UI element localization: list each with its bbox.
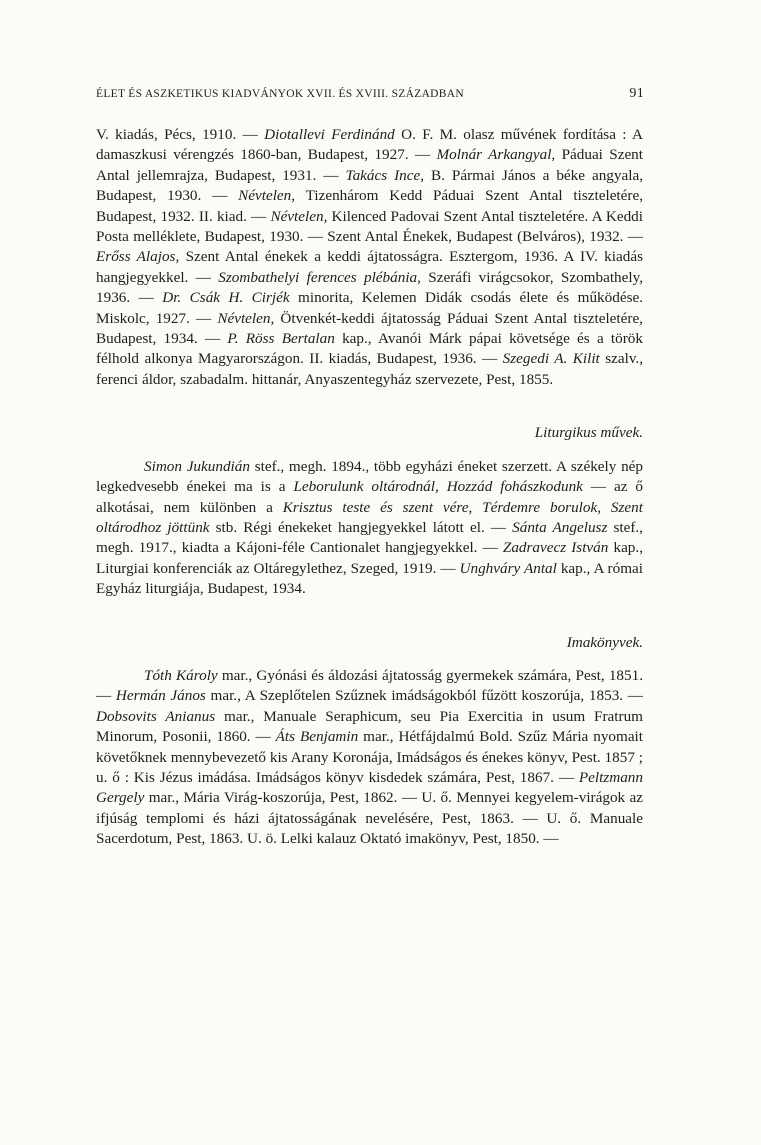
text-run: stef., megh. 1917., kiadta a Kájoni-féle Cantionalet hangjegyekkel. —: [96, 518, 643, 557]
italic-name-run: Hermán János: [115, 687, 206, 705]
italic-name-run: Névtelen,: [238, 187, 296, 205]
text-run: kap., Avanói Márk pápai követsége és a török félhold alkonya Magyarországon. II. kiadás, Budapest, 1936. —: [96, 330, 643, 368]
text-run: Szent Antal énekek a keddi ájtatosságra. Esztergom, 1936. A IV. kiadás hangjegyekkel. —: [96, 248, 643, 286]
italic-name-run: Simon Jukundián: [144, 457, 250, 475]
running-header: [96, 88, 644, 100]
italic-name-run: Szombathelyi ferences plébánia,: [218, 268, 421, 286]
text-run: minorita, Kelemen Didák csodás élete és működése. Miskolc, 1927. —: [96, 289, 644, 327]
text-run: — az ő alkotásai, nem különben a: [96, 478, 644, 516]
italic-name-run: Unghváry Antal: [459, 559, 557, 577]
page-number: 91: [629, 86, 644, 101]
italic-name-run: Takács Ince,: [345, 166, 425, 184]
italic-name-run: Névtelen,: [270, 207, 328, 225]
section-title-prayerbooks: Imakönyvek.: [566, 633, 643, 651]
italic-name-run: Dr. Csák H. Cirjék: [162, 289, 290, 307]
italic-name-run: Sánta Angelusz: [512, 518, 608, 536]
text-run: stef., megh. 1894., több egyházi éneket szerzett. A székely nép legkedvesebb énekei ma is a: [96, 457, 644, 496]
text-run: stb. Régi énekeket hangjegyekkel látott el. —: [209, 518, 513, 536]
italic-name-run: Erőss Alajos,: [96, 248, 180, 266]
paragraph-continuation: [96, 125, 643, 390]
italic-name-run: Leborulunk oltárodnál, Hozzád fohászkodunk: [293, 478, 583, 496]
text-run: mar., Hétfájdalmú Bold. Szűz Mária nyomait követőknek mennybevezető kis Arany Koronája, Imádságos és énekes könyv, Pest. 1857 ; u. ő : Kis Jézus imádása. Imádságos könyv kisdedek számára, Pest, 1867. —: [96, 728, 643, 786]
italic-name-run: Peltzmann Gergely: [96, 768, 643, 807]
italic-name-run: Szegedi A. Kilit: [502, 350, 600, 368]
section-title-liturgical: Liturgikus művek.: [534, 424, 643, 442]
text-run: V. kiadás, Pécs, 1910. —: [96, 126, 265, 143]
italic-name-run: Áts Benjamin: [275, 728, 359, 746]
paragraph-prayerbooks: [96, 666, 643, 850]
text-run: Páduai Szent Antal jellemrajza, Budapest, 1931. —: [96, 146, 643, 184]
italic-name-run: Molnár Arkangyal,: [436, 146, 556, 164]
text-run: Ötvenkét-keddi ájtatosság Páduai Szent Antal tiszteletére, Budapest, 1934. —: [96, 309, 643, 348]
text-run: mar., Mária Virág-koszorúja, Pest, 1862. — U. ő. Mennyei kegyelem-virágok az ifjúság templomi és házi ájtatosságának nevelésére, Pest, 1863. — U. ő. Manuale Sacerdotum, Pest, 1863. U. ö. Lelki kalauz Oktató imakönyv, Pest, 1850. —: [96, 789, 643, 848]
text-run: Szeráfi virágcsokor, Szombathely, 1936. —: [96, 268, 644, 307]
text-run: Kilenced Padovai Szent Antal tiszteletére. A Keddi Posta melléklete, Budapest, 1930. — Szent Antal Énekek, Budapest (Belváros), 1932. —: [96, 207, 643, 246]
text-run: mar., Manuale Seraphicum, seu Pia Exercitia in usum Fratrum Minorum, Posonii, 1860. —: [96, 707, 643, 746]
italic-name-run: Tóth Károly: [144, 666, 218, 684]
text-run: kap., Liturgiai konferenciák az Oltáregylethez, Szeged, 1919. —: [96, 539, 643, 577]
text-run: B. Pármai János a béke angyala, Budapest, 1930. —: [96, 166, 643, 205]
paragraph-liturgical: [96, 457, 643, 600]
italic-name-run: Zadravecz István: [502, 539, 609, 557]
italic-name-run: Dobsovits Anianus: [96, 707, 216, 725]
text-run: O. F. M. olasz művének fordítása : A damaszkusi vérengzés 1860-ban, Budapest, 1927. —: [96, 126, 643, 164]
italic-name-run: Névtelen,: [217, 309, 275, 327]
text-run: szalv., ferenci áldor, szabadalm. hittanár, Anyaszentegyház szervezete, Pest, 1855.: [96, 350, 644, 388]
italic-name-run: Diotallevi Ferdinánd: [264, 126, 395, 143]
italic-name-run: P. Röss Bertalan: [227, 330, 335, 348]
text-run: mar., A Szeplőtelen Szűznek imádságokból fűzött koszorúja, 1853. —: [205, 687, 643, 705]
text-run: Tizenhárom Kedd Páduai Szent Antal tiszteletére, Budapest, 1932. II. kiad. —: [96, 187, 643, 225]
italic-name-run: Krisztus teste és szent vére, Térdemre borulok, Szent oltárodhoz jöttünk: [96, 498, 643, 536]
running-title: ÉLET ÉS ASZKETIKUS KIADVÁNYOK XVII. ÉS XVIII. SZÁZADBAN: [96, 88, 464, 100]
text-run: mar., Gyónási és áldozási ájtatosság gyermekek számára, Pest, 1851. —: [96, 666, 643, 705]
text-run: kap., A római Egyház liturgiája, Budapest, 1934.: [96, 559, 643, 598]
page-body: [96, 125, 643, 850]
